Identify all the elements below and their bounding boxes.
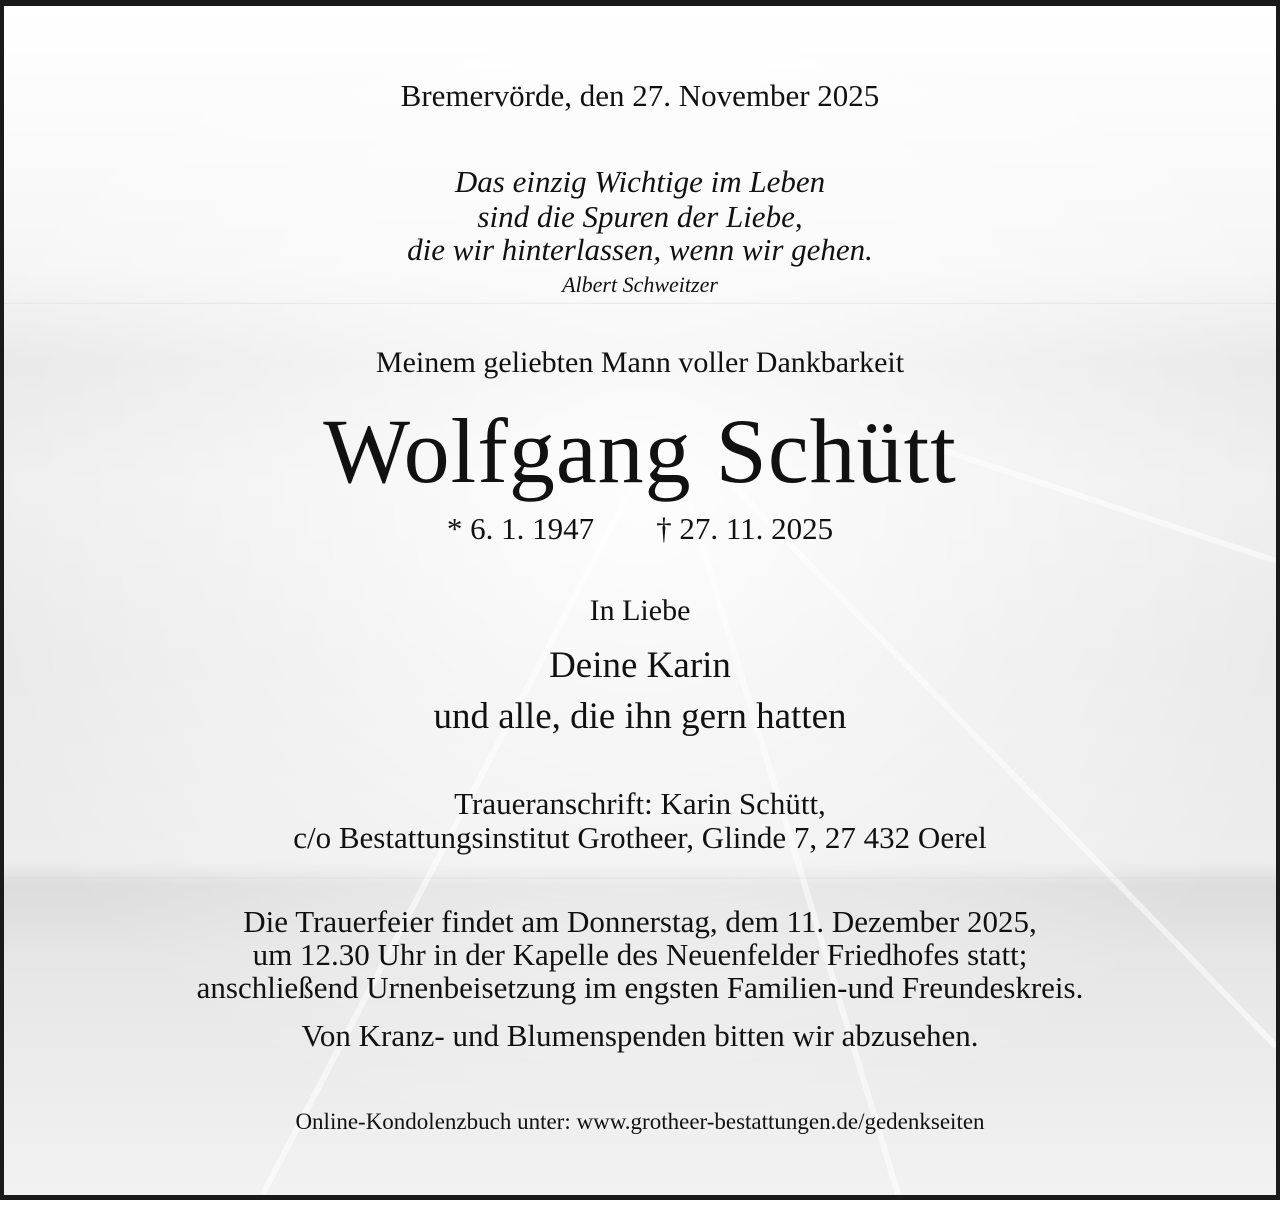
death-date: † 27. 11. 2025 (656, 511, 834, 546)
service-line-2: um 12.30 Uhr in der Kapelle des Neuenfelder Friedhofes statt; (252, 937, 1028, 972)
service-line-1: Die Trauerfeier findet am Donnerstag, dem 11. Dezember 2025, (243, 904, 1037, 939)
quote-line-1: Das einzig Wichtige im Leben (454, 164, 826, 199)
mourning-address-line-1: Traueranschrift: Karin Schütt, (454, 786, 826, 821)
quote-author: Albert Schweitzer (562, 272, 718, 297)
signer-others: und alle, die ihn gern hatten (433, 696, 847, 737)
no-flowers-request: Von Kranz- und Blumenspenden bitten wir abzusehen. (301, 1018, 979, 1053)
quote-line-3: die wir hinterlassen, wenn wir gehen. (407, 232, 873, 267)
online-condolence-link[interactable]: Online-Kondolenzbuch unter: www.grotheer-bestattungen.de/gedenkseiten (295, 1109, 985, 1134)
service-line-3: anschließend Urnenbeisetzung im engsten Familien-und Freundeskreis. (196, 970, 1084, 1005)
signer-name: Deine Karin (549, 645, 731, 686)
life-dates (4, 511, 1276, 547)
dedication: Meinem geliebten Mann voller Dankbarkeit (375, 346, 905, 379)
birth-date: * 6. 1. 1947 (446, 511, 595, 546)
mourning-address-line-2: c/o Bestattungsinstitut Grotheer, Glinde 7, 27 432 Oerel (293, 820, 987, 855)
quote-line-2: sind die Spuren der Liebe, (477, 199, 803, 234)
place-and-date: Bremervörde, den 27. November 2025 (400, 78, 880, 113)
deceased-name: Wolfgang Schütt (323, 400, 957, 502)
in-love-text: In Liebe (589, 594, 691, 627)
